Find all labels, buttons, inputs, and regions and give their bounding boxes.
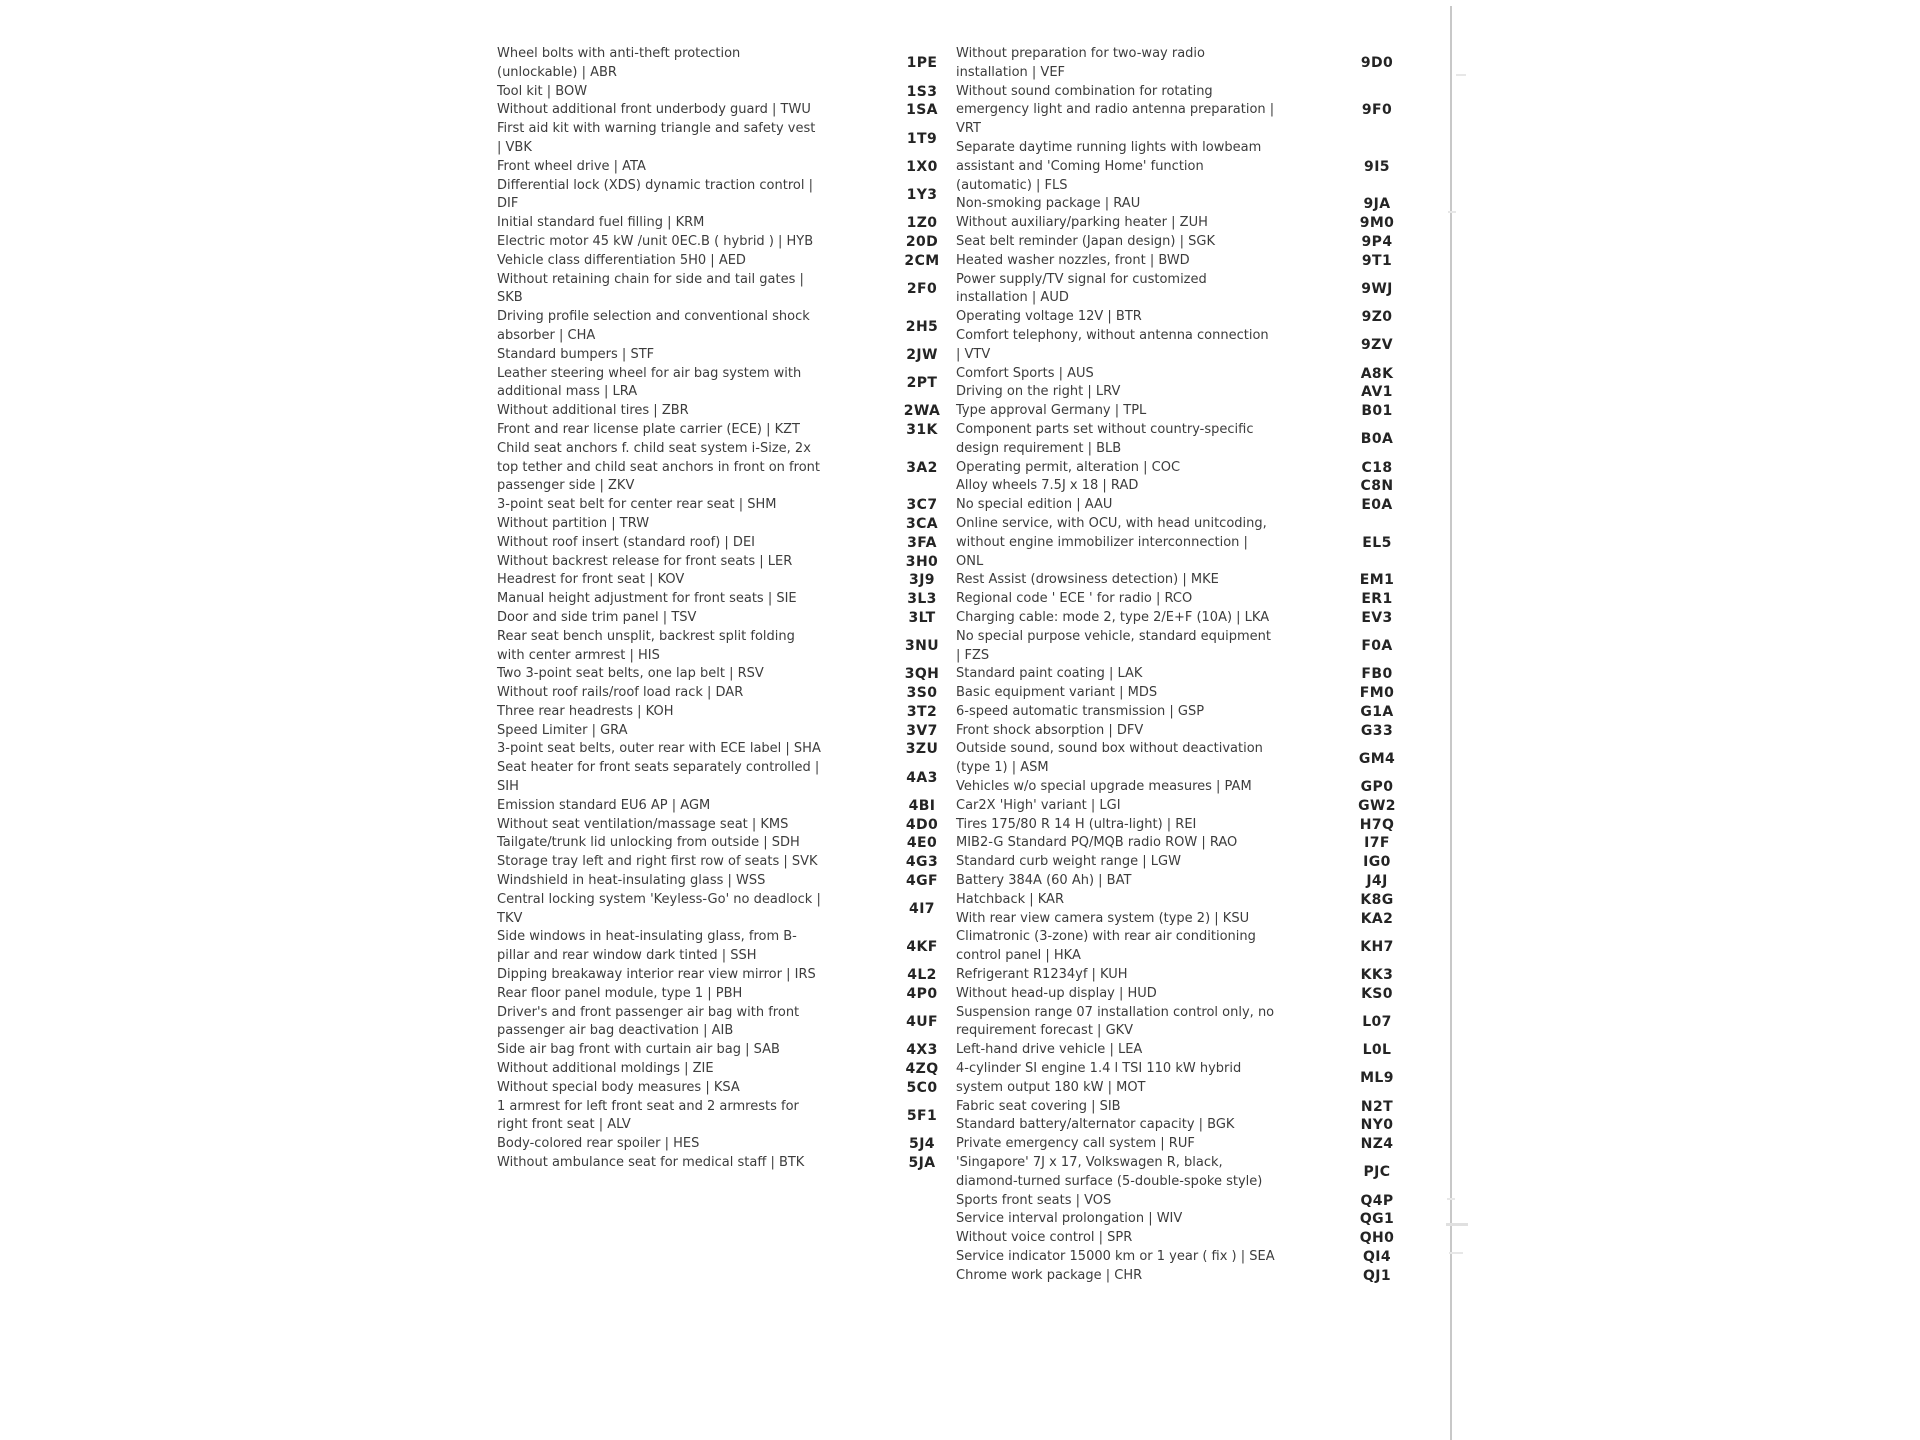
table-row [497,966,957,985]
equipment-description: Standard battery/alternator capacity | BGK [956,1117,1235,1133]
table-row [956,985,1412,1004]
scan-artifact-tick [1456,74,1466,76]
table-row [497,834,957,853]
equipment-code: 4L2 [907,967,937,984]
table-row [956,402,1412,421]
equipment-description: Hatchback | KAR [956,891,1064,907]
equipment-description: Non-smoking package | RAU [956,196,1141,212]
table-row [956,778,1412,797]
table-row [497,872,957,891]
table-row [497,759,957,797]
table-row [956,1154,1412,1192]
equipment-description: Front shock absorption | DFV [956,722,1144,738]
table-row [956,496,1412,515]
equipment-description: Operating voltage 12V | BTR [956,309,1142,325]
equipment-code: IG0 [1363,854,1391,871]
equipment-description: Electric motor 45 kW /unit 0EC.B ( hybrid ) | HYB [497,233,814,249]
equipment-code: 3V7 [906,722,938,739]
equipment-code: 4I7 [909,901,935,918]
equipment-code: B0A [1360,431,1394,448]
equipment-description: Tailgate/trunk lid unlocking from outside | SDH [497,835,800,851]
equipment-description: Without additional moldings | ZIE [497,1061,714,1077]
equipment-description: Heated washer nozzles, front | BWD [956,252,1190,268]
equipment-code: QI4 [1362,1249,1392,1265]
table-row [497,421,957,440]
equipment-description: With rear view camera system (type 2) | KSU [956,910,1250,926]
equipment-code: GM4 [1358,750,1396,767]
equipment-code: J4J [1366,873,1388,890]
equipment-description: Standard bumpers | STF [497,346,655,362]
table-row [956,1004,1412,1042]
equipment-code: 1S3 [906,83,938,100]
equipment-description: 4-cylinder SI engine 1.4 l TSI 110 kW hybrid system output 180 kW | MOT [956,1061,1242,1095]
table-row [956,365,1412,384]
table-row [956,628,1412,666]
equipment-code: 4ZQ [905,1061,939,1078]
equipment-code: 2CM [904,252,940,269]
table-row [497,214,957,233]
table-row [956,271,1412,309]
table-row [497,722,957,741]
equipment-description: Tool kit | BOW [497,83,588,99]
equipment-code: 3A2 [906,459,938,476]
table-row [956,1229,1412,1248]
table-row [956,1135,1412,1154]
equipment-description: 'Singapore' 7J x 17, Volkswagen R, black, diamond-turned surface (5-double-spoke style) [956,1155,1263,1189]
equipment-code: 4UF [906,1014,938,1031]
table-row [497,628,957,666]
equipment-description: Front wheel drive | ATA [497,158,646,174]
table-row [956,327,1412,365]
table-row [956,308,1412,327]
equipment-code: 2PT [906,374,938,391]
equipment-description: 6-speed automatic transmission | GSP [956,703,1205,719]
equipment-code: 2H5 [905,318,939,335]
equipment-code: 3ZU [905,741,939,758]
table-row [956,477,1412,496]
equipment-description: Without seat ventilation/massage seat | KMS [497,816,789,832]
equipment-code: H7Q [1359,816,1395,833]
table-row [497,252,957,271]
table-row [956,966,1412,985]
equipment-code: KS0 [1361,985,1393,1002]
equipment-code: QJ1 [1362,1267,1392,1284]
table-row [497,797,957,816]
table-row [497,1041,957,1060]
equipment-code: QG1 [1359,1211,1395,1228]
equipment-description: Without auxiliary/parking heater | ZUH [956,215,1208,231]
table-row [956,459,1412,478]
equipment-description: Door and side trim panel | TSV [497,609,697,625]
equipment-description: Body-colored rear spoiler | HES [497,1136,700,1152]
equipment-code: NY0 [1360,1117,1394,1134]
table-row [497,609,957,628]
equipment-description: Rest Assist (drowsiness detection) | MKE [956,572,1219,588]
table-row [956,872,1412,891]
table-row [497,684,957,703]
equipment-code: QH0 [1359,1230,1395,1247]
table-row [497,1079,957,1098]
equipment-description: Left-hand drive vehicle | LEA [956,1042,1143,1058]
table-row [497,665,957,684]
table-row [497,891,957,929]
table-row [956,740,1412,778]
equipment-description: Component parts set without country-specific design requirement | BLB [956,421,1254,456]
equipment-description: 3-point seat belt for center rear seat | SHM [497,497,777,513]
table-row [497,158,957,177]
table-row [956,910,1412,929]
table-row [497,308,957,346]
table-row [956,665,1412,684]
equipment-code: EM1 [1359,572,1395,589]
equipment-description: Speed Limiter | GRA [497,722,628,738]
equipment-code: 3NU [904,638,940,655]
table-row [497,534,957,553]
equipment-description: Driving profile selection and conventional shock absorber | CHA [497,309,810,343]
equipment-code: C18 [1361,459,1393,476]
table-row [497,402,957,421]
equipment-description: Emission standard EU6 AP | AGM [497,797,711,813]
equipment-description: Standard curb weight range | LGW [956,854,1181,870]
table-row [956,515,1412,571]
equipment-description: Service interval prolongation | WIV [956,1211,1183,1227]
equipment-code: 20D [905,233,939,250]
equipment-description: Chrome work package | CHR [956,1267,1143,1283]
equipment-description: Rear seat bench unsplit, backrest split folding with center armrest | HIS [497,628,795,663]
equipment-description: No special edition | AAU [956,497,1113,513]
equipment-description: Basic equipment variant | MDS [956,685,1158,701]
equipment-code: 9ZV [1361,337,1393,354]
equipment-code: B01 [1361,403,1393,420]
equipment-code: 3J9 [909,572,935,589]
equipment-code: 31K [906,421,938,438]
table-row [956,233,1412,252]
equipment-description: Initial standard fuel filling | KRM [497,215,705,231]
scan-artifact-tick [1446,1223,1468,1226]
equipment-code: 3S0 [906,685,938,702]
table-row [956,1060,1412,1098]
equipment-code: 9F0 [1361,102,1393,119]
table-row [497,1004,957,1042]
equipment-code: 3CA [905,515,939,532]
equipment-description: Comfort telephony, without antenna connection | VTV [956,327,1269,362]
table-row [497,271,957,309]
table-row [956,834,1412,853]
equipment-description: Without roof rails/roof load rack | DAR [497,685,744,701]
equipment-description: First aid kit with warning triangle and safety vest | VBK [497,121,816,155]
equipment-code: C8N [1360,478,1394,495]
table-row [956,139,1412,195]
equipment-description: Without special body measures | KSA [497,1079,740,1095]
equipment-code: K8G [1360,891,1394,908]
equipment-description: Service indicator 15000 km or 1 year ( fix ) | SEA [956,1249,1275,1264]
equipment-description: 3-point seat belts, outer rear with ECE label | SHA [497,741,821,757]
equipment-code: 1PE [906,55,938,72]
equipment-description: Outside sound, sound box without deactivation (type 1) | ASM [956,741,1263,776]
equipment-code: 3H0 [905,553,939,570]
table-row [956,421,1412,459]
table-row [497,365,957,403]
equipment-description: Without backrest release for front seats | LER [497,553,793,569]
equipment-code: AV1 [1361,384,1393,401]
table-row [956,1041,1412,1060]
equipment-code: 3L3 [907,591,937,608]
equipment-description: Storage tray left and right first row of seats | SVK [497,854,818,870]
equipment-description: Without ambulance seat for medical staff | BTK [497,1155,805,1171]
scan-artifact-tick [1449,1252,1463,1254]
equipment-description: Rear floor panel module, type 1 | PBH [497,985,743,1001]
equipment-description: Refrigerant R1234yf | KUH [956,967,1128,983]
equipment-description: Power supply/TV signal for customized installation | AUD [956,271,1207,306]
equipment-code: 9Z0 [1361,309,1393,326]
table-row [497,515,957,534]
equipment-code: N2T [1360,1098,1394,1115]
table-row [497,1098,957,1136]
equipment-code: 9T1 [1361,252,1393,269]
table-row [956,214,1412,233]
table-row [497,1060,957,1079]
equipment-description: Separate daytime running lights with lowbeam assistant and 'Coming Home' function (automatic) | FLS [956,139,1262,193]
scan-artifact-tick [1447,1198,1455,1200]
equipment-code: 3T2 [906,703,938,720]
equipment-description: Differential lock (XDS) dynamic traction control | DIF [497,177,813,212]
equipment-code: L07 [1362,1014,1392,1031]
equipment-description: Child seat anchors f. child seat system i-Size, 2x top tether and child seat anchors in front on front passenger side | ZKV [497,440,820,494]
equipment-description: Without partition | TRW [497,515,650,531]
equipment-description: Leather steering wheel for air bag system with additional mass | LRA [497,365,802,400]
table-row [956,891,1412,910]
equipment-description: Seat heater for front seats separately controlled | SIH [497,760,820,795]
equipment-description: Standard paint coating | LAK [956,666,1143,682]
equipment-description: No special purpose vehicle, standard equipment | FZS [956,628,1271,663]
equipment-code: 1X0 [906,158,938,175]
equipment-code: 2JW [906,346,938,363]
equipment-description: Vehicles w/o special upgrade measures | PAM [956,779,1252,795]
equipment-description: Battery 384A (60 Ah) | BAT [956,873,1132,889]
equipment-code: 9JA [1363,196,1391,213]
equipment-code: 1SA [906,102,938,119]
equipment-code: 5F1 [906,1108,938,1125]
table-row [497,440,957,496]
equipment-description: Two 3-point seat belts, one lap belt | RSV [497,666,764,682]
equipment-code: 3C7 [906,497,938,514]
equipment-description: Without additional front underbody guard | TWU [497,102,811,118]
table-row [956,571,1412,590]
equipment-description: Windshield in heat-insulating glass | WSS [497,873,766,889]
table-row [497,120,957,158]
equipment-code: 5J4 [909,1136,935,1153]
table-row [956,45,1412,83]
equipment-code: Q4P [1360,1192,1394,1209]
table-row [956,684,1412,703]
equipment-description: Without additional tires | ZBR [497,403,689,419]
equipment-code: 9WJ [1361,280,1393,297]
table-row [497,740,957,759]
equipment-description: Driver's and front passenger air bag with front passenger air bag deactivation | AIB [497,1004,800,1039]
table-row [956,590,1412,609]
equipment-code: 4E0 [906,835,938,852]
equipment-code: 3QH [904,666,940,683]
equipment-code: 4G3 [905,854,939,871]
equipment-description: Dipping breakaway interior rear view mirror | IRS [497,967,816,983]
equipment-code: ER1 [1361,591,1393,608]
equipment-code: E0A [1361,497,1393,514]
table-row [497,1154,957,1173]
equipment-description: Comfort Sports | AUS [956,365,1094,381]
equipment-code: 4P0 [906,985,938,1002]
equipment-code: EV3 [1361,609,1393,626]
equipment-description: Driving on the right | LRV [956,384,1121,400]
equipment-description: Sports front seats | VOS [956,1192,1112,1208]
table-row [497,83,957,102]
table-row [956,1098,1412,1117]
equipment-description: Without head-up display | HUD [956,985,1157,1001]
table-row [497,233,957,252]
equipment-column-right [956,45,1412,1286]
equipment-description: Fabric seat covering | SIB [956,1098,1121,1114]
equipment-code: GP0 [1360,779,1394,796]
table-row [956,609,1412,628]
equipment-code: ML9 [1360,1070,1394,1087]
table-row [497,101,957,120]
table-row [956,853,1412,872]
equipment-code: F0A [1361,638,1393,655]
equipment-code: KA2 [1360,910,1394,927]
equipment-description: Operating permit, alteration | COC [956,459,1181,475]
table-row [497,45,957,83]
equipment-code: NZ4 [1360,1136,1394,1153]
equipment-description: Private emergency call system | RUF [956,1136,1195,1152]
table-row [497,928,957,966]
equipment-code: 1T9 [906,130,938,147]
equipment-code: 1Y3 [906,186,938,203]
equipment-code: GW2 [1358,797,1396,814]
equipment-description: MIB2-G Standard PQ/MQB radio ROW | RAO [956,835,1238,851]
table-row [497,816,957,835]
equipment-description: Type approval Germany | TPL [956,403,1147,419]
table-row [497,571,957,590]
equipment-description: Headrest for front seat | KOV [497,572,685,588]
equipment-code: 9D0 [1360,55,1394,72]
equipment-description: Without sound combination for rotating emergency light and radio antenna preparation | VRT [956,83,1275,137]
equipment-code: 4A3 [906,769,938,786]
equipment-code: G1A [1360,703,1394,720]
table-row [497,553,957,572]
table-row [956,797,1412,816]
table-row [956,1248,1412,1267]
equipment-description: Central locking system 'Keyless-Go' no deadlock | TKV [497,891,821,926]
table-row [956,816,1412,835]
equipment-code: 5C0 [906,1079,938,1096]
equipment-code: 3FA [907,534,937,551]
equipment-code: 9I5 [1364,158,1390,175]
table-row [956,252,1412,271]
table-row [497,177,957,215]
equipment-description: Side air bag front with curtain air bag | SAB [497,1042,780,1058]
equipment-code: 4X3 [906,1042,938,1059]
equipment-code: I7F [1364,835,1390,852]
table-row [497,703,957,722]
equipment-code: 3LT [908,609,936,626]
table-row [956,1210,1412,1229]
table-row [956,703,1412,722]
equipment-code: G33 [1360,722,1394,739]
equipment-code: 4BI [908,797,936,814]
equipment-code: 9P4 [1361,233,1393,250]
table-row [497,853,957,872]
equipment-description: Without voice control | SPR [956,1230,1133,1246]
equipment-code: 4GF [906,873,938,890]
equipment-description: Without roof insert (standard roof) | DEI [497,534,755,550]
equipment-description: Side windows in heat-insulating glass, from B-pillar and rear window dark tinted | SSH [497,929,797,964]
equipment-description: Suspension range 07 installation control only, no requirement forecast | GKV [956,1004,1275,1039]
table-row [956,195,1412,214]
equipment-description: Climatronic (3-zone) with rear air conditioning control panel | HKA [956,929,1256,964]
equipment-description: Without preparation for two-way radio installation | VEF [956,46,1205,80]
table-row [497,590,957,609]
equipment-code: FM0 [1359,685,1395,702]
equipment-code: FB0 [1361,666,1393,683]
equipment-description: Three rear headrests | KOH [497,703,674,719]
equipment-code: A8K [1360,365,1394,382]
table-row [956,928,1412,966]
table-row [497,346,957,365]
equipment-description: Tires 175/80 R 14 H (ultra-light) | REI [956,816,1197,832]
equipment-code: L0L [1362,1042,1392,1059]
equipment-description: Manual height adjustment for front seats | SIE [497,591,797,607]
equipment-code: 4KF [906,938,938,955]
equipment-description: 1 armrest for left front seat and 2 armrests for right front seat | ALV [497,1098,799,1133]
equipment-description: Charging cable: mode 2, type 2/E+F (10A) | LKA [956,609,1270,625]
table-row [956,1192,1412,1211]
equipment-description: Regional code ' ECE ' for radio | RCO [956,591,1193,607]
equipment-column-left [497,45,957,1173]
equipment-code: 9M0 [1359,215,1395,232]
table-row [956,383,1412,402]
equipment-description: Vehicle class differentiation 5H0 | AED [497,252,746,268]
table-row [956,722,1412,741]
equipment-code: 2WA [903,403,941,420]
equipment-code: PJC [1363,1164,1391,1181]
equipment-code: 4D0 [905,816,939,833]
equipment-description: Seat belt reminder (Japan design) | SGK [956,233,1215,249]
table-row [497,985,957,1004]
equipment-code: KH7 [1360,938,1394,955]
table-row [956,1116,1412,1135]
equipment-description: Car2X 'High' variant | LGI [956,797,1121,813]
equipment-code: 2F0 [906,280,938,297]
equipment-description: Without retaining chain for side and tail gates | SKB [497,271,804,306]
equipment-description: Alloy wheels 7.5J x 18 | RAD [956,478,1139,494]
table-row [497,1135,957,1154]
table-row [956,83,1412,139]
table-row [497,496,957,515]
equipment-code: KK3 [1360,967,1394,984]
equipment-code: 1Z0 [906,215,938,232]
scan-artifact-tick [1448,211,1456,213]
table-row [956,1267,1412,1286]
equipment-code: EL5 [1362,534,1392,551]
equipment-code: 5JA [908,1155,936,1172]
equipment-description: Front and rear license plate carrier (ECE) | KZT [497,421,800,437]
equipment-description: Online service, with OCU, with head unitcoding, without engine immobilizer interconnection | ONL [956,515,1267,569]
equipment-description: Wheel bolts with anti-theft protection (unlockable) | ABR [497,46,741,80]
